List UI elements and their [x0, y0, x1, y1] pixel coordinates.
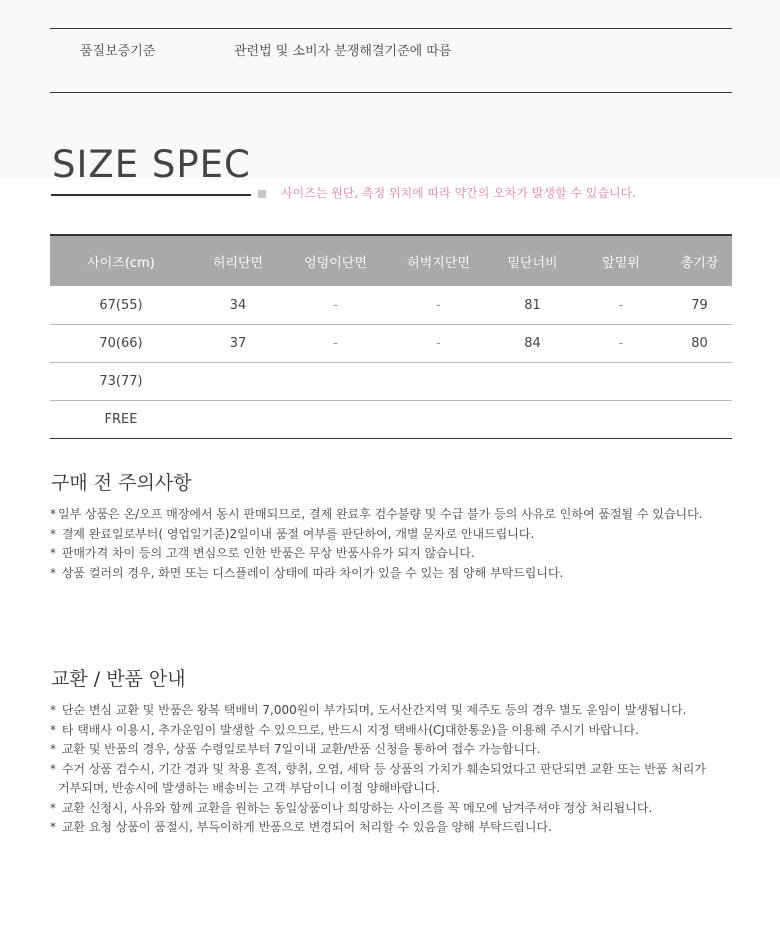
table-cell: - — [575, 325, 667, 363]
header-total-length: 총기장 — [667, 235, 732, 286]
notice-text: 수거 상품 검수시, 기간 경과 및 착용 흔적, 향취, 오염, 세탁 등 상품의 가치가 훼손되었다고 판단되면 교환 또는 반품 처리가 — [58, 761, 706, 776]
table-cell — [192, 363, 284, 401]
table-cell: 84 — [490, 325, 575, 363]
table-cell: 80 — [667, 325, 732, 363]
notice-text: 교환 및 반품의 경우, 상품 수령일로부터 7일이내 교환/반품 신청을 통하여 접수 가능합니다. — [58, 742, 541, 756]
divider-quality-bottom — [50, 92, 732, 93]
table-cell: FREE — [50, 401, 192, 439]
table-cell — [667, 363, 732, 401]
bullet-star: * — [50, 507, 56, 521]
header-hip: 엉덩이단면 — [284, 235, 387, 286]
notice-text: 타 택배사 이용시, 추가운임이 발생할 수 있으므로, 반드시 지정 택배사(CJ대한통운)을 이용해 주시기 바랍니다. — [58, 722, 639, 737]
table-cell — [490, 401, 575, 439]
table-cell: - — [284, 286, 387, 325]
bullet-star: * — [50, 703, 56, 717]
exchange-notice-title: 교환 / 반품 안내 — [51, 668, 186, 690]
table-cell — [387, 401, 490, 439]
table-cell: 79 — [667, 286, 732, 325]
quality-standard-row — [0, 40, 780, 62]
list-item — [50, 799, 706, 819]
bullet-star: * — [50, 546, 56, 560]
table-row — [50, 363, 732, 401]
table-cell: 34 — [192, 286, 284, 325]
size-spec-underline — [51, 194, 251, 196]
table-cell — [575, 363, 667, 401]
table-cell: - — [575, 286, 667, 325]
header-thigh: 허벅지단면 — [387, 235, 490, 286]
list-item — [50, 701, 706, 721]
bullet-star: * — [50, 742, 56, 756]
list-item — [50, 525, 703, 545]
header-front-rise: 앞밑위 — [575, 235, 667, 286]
bullet-star: * — [50, 800, 56, 815]
bullet-star: * — [50, 820, 56, 834]
table-cell — [192, 401, 284, 439]
exchange-notice-list — [50, 701, 706, 838]
table-cell — [284, 401, 387, 439]
table-cell: 67(55) — [50, 286, 192, 325]
table-cell — [575, 401, 667, 439]
table-cell: 70(66) — [50, 325, 192, 363]
table-cell — [284, 363, 387, 401]
notice-text-continuation: 거부되며, 반송시에 발생하는 배송비는 고객 부담이니 이점 양해바랍니다. — [58, 781, 441, 795]
bullet-star: * — [50, 761, 56, 776]
list-item — [50, 505, 703, 525]
table-row — [50, 325, 732, 363]
table-cell — [667, 401, 732, 439]
table-cell: 73(77) — [50, 363, 192, 401]
notice-text: 일부 상품은 온/오프 매장에서 동시 판매되므로, 결제 완료후 검수불량 및 수급 불가 등의 사유로 인하여 품절될 수 있습니다. — [58, 507, 703, 521]
notice-text: 결제 완료일로부터( 영업일기준)2일이내 품절 여부를 판단하여, 개별 문자로 안내드립니다. — [58, 526, 535, 541]
table-cell — [387, 363, 490, 401]
list-item — [50, 564, 703, 584]
bullet-star: * — [50, 526, 56, 541]
bullet-star: * — [50, 565, 56, 580]
table-row — [50, 286, 732, 325]
list-item — [50, 740, 706, 760]
header-hem-width: 밑단너비 — [490, 235, 575, 286]
quality-label: 품질보증기준 — [80, 44, 156, 59]
notice-text: 교환 신청시, 사유와 함께 교환을 원하는 동일상품이나 희망하는 사이즈를 꼭 메모에 남겨주셔야 정상 처리됩니다. — [58, 800, 653, 815]
size-spec-note: 사이즈는 원단, 측정 위치에 따라 약간의 오차가 발생할 수 있습니다. — [281, 186, 636, 200]
quality-value: 관련법 및 소비자 분쟁해결기준에 따름 — [234, 44, 452, 59]
divider-top — [50, 28, 732, 29]
table-cell: 81 — [490, 286, 575, 325]
size-spec-title: SIZE SPEC — [52, 143, 251, 186]
notice-text: 판매가격 차이 등의 고객 변심으로 인한 반품은 무상 반품사유가 되지 않습니다. — [58, 546, 475, 560]
bullet-star: * — [50, 722, 56, 737]
square-bullet-icon — [258, 190, 266, 198]
table-cell: - — [387, 325, 490, 363]
list-item — [50, 721, 706, 741]
purchase-notice-title: 구매 전 주의사항 — [51, 472, 192, 494]
table-cell: - — [284, 325, 387, 363]
list-item — [50, 544, 703, 564]
table-header-row — [50, 235, 732, 286]
list-item — [50, 760, 706, 799]
table-cell: 37 — [192, 325, 284, 363]
header-size: 사이즈(cm) — [50, 235, 192, 286]
notice-text: 상품 컬러의 경우, 화면 또는 디스플레이 상태에 따라 차이가 있을 수 있는 점 양해 부탁드립니다. — [58, 565, 564, 580]
table-cell — [490, 363, 575, 401]
table-row — [50, 401, 732, 439]
table-cell: - — [387, 286, 490, 325]
header-waist: 허리단면 — [192, 235, 284, 286]
size-spec-table — [50, 234, 732, 439]
purchase-notice-list — [50, 505, 703, 583]
notice-text: 단순 변심 교환 및 반품은 왕복 택배비 7,000원이 부가되며, 도서산간지역 및 제주도 등의 경우 별도 운임이 발생됩니다. — [58, 703, 687, 717]
notice-text: 교환 요청 상품이 품절시, 부득이하게 반품으로 변경되어 처리할 수 있음을 양해 부탁드립니다. — [58, 820, 552, 834]
list-item — [50, 818, 706, 838]
